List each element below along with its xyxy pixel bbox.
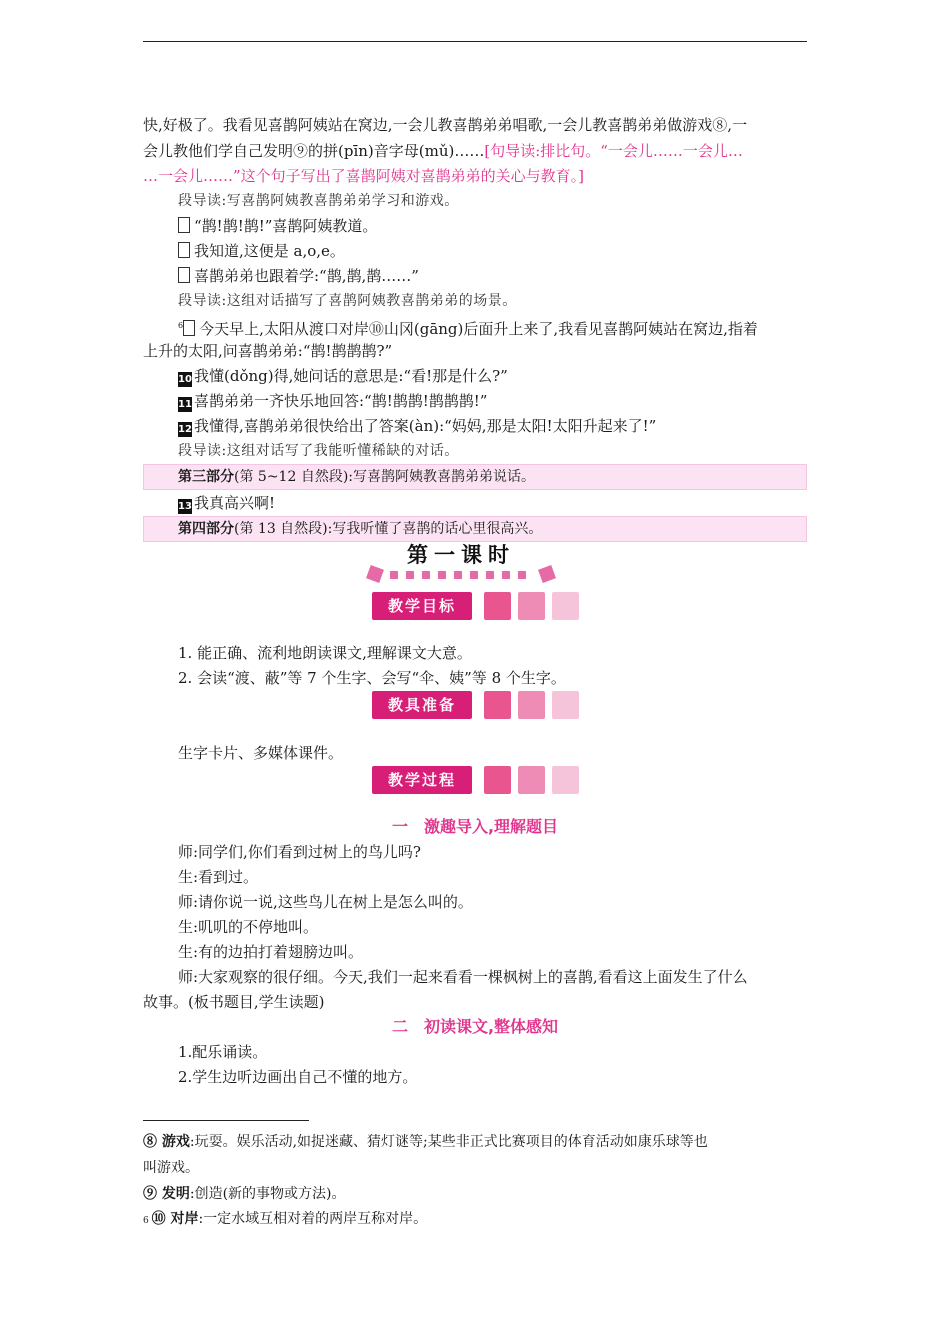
decoration-diamond-right [538, 565, 556, 583]
goal-item: 2. 会读“渡、蔽”等 7 个生字、会写“伞、姨”等 8 个生字。 [178, 669, 566, 687]
part-title: 第四部分 [178, 521, 234, 537]
decoration-dot [502, 571, 510, 579]
dialog-line: 师:请你说一说,这些鸟儿在树上是怎么叫的。 [178, 893, 473, 911]
footnote-8 [143, 1129, 807, 1155]
part-text: (第 13 自然段):写我听懂了喜鹊的话心里很高兴。 [234, 521, 543, 537]
label-block [552, 691, 579, 719]
tools-text: 生字卡片、多媒体课件。 [178, 744, 344, 762]
label-block [484, 691, 511, 719]
dialog-line: 生:叽叽的不停地叫。 [178, 918, 319, 936]
paragraph-10 [178, 364, 807, 388]
section-guide: 段导读:这组对话写了我能听懂稀缺的对话。 [178, 443, 459, 459]
label-block [484, 592, 511, 620]
decoration-dot [518, 571, 526, 579]
lesson-title: 第一课时 [407, 543, 515, 567]
decoration-diamond-left [366, 565, 384, 583]
part-title: 第三部分 [178, 469, 234, 485]
label-block [552, 592, 579, 620]
paragraph-number: 12 [178, 424, 192, 435]
superscript: 6 [178, 321, 184, 330]
paragraph-number-box [178, 217, 190, 233]
paragraph-text: 我懂(dǒng)得,她问话的意思是:“看!那是什么?” [194, 367, 508, 385]
paragraph-11 [178, 389, 807, 413]
paragraph-text: 今天早上,太阳从渡口对岸⑩山冈(gāng)后面升上来了,我看见喜鹊阿姨站在窝边,指着 [199, 320, 758, 338]
footnote-text: :玩耍。娱乐活动,如捉迷藏、猜灯谜等;某些非正式比赛项目的体育活动如康乐球等也 [189, 1134, 708, 1150]
label-block [484, 766, 511, 794]
footnote-prefix: 6 [143, 1216, 152, 1226]
label-block [552, 766, 579, 794]
paragraph-text: 我真高兴啊! [194, 494, 276, 512]
step-item: 1.配乐诵读。 [178, 1043, 268, 1061]
section-guide: 段导读:这组对话描写了喜鹊阿姨教喜鹊弟弟的场景。 [178, 293, 517, 309]
paragraph-12 [178, 414, 807, 438]
footnote-line: 叫游戏。 [143, 1160, 199, 1176]
decoration-dot [438, 571, 446, 579]
section-guide: 段导读:写喜鹊阿姨教喜鹊弟弟学习和游戏。 [178, 193, 459, 209]
paragraph-number: 13 [178, 501, 192, 512]
label-text: 教具准备 [372, 691, 472, 719]
dialog-line: 生:有的边拍打着翅膀边叫。 [178, 943, 364, 961]
label-block [518, 592, 545, 620]
paragraph-8 [178, 264, 807, 288]
header-rule [143, 41, 807, 42]
footnote-term: ⑩ 对岸 [151, 1211, 199, 1227]
step-item: 2.学生边听边画出自己不懂的地方。 [178, 1068, 418, 1086]
decoration-dot [390, 571, 398, 579]
paragraph-number-box [178, 242, 190, 258]
paragraph-line: 上升的太阳,问喜鹊弟弟:“鹊!鹊鹊鹊?” [143, 342, 393, 360]
decoration-dot [406, 571, 414, 579]
part-summary [178, 464, 535, 490]
paragraph-number: 11 [178, 399, 192, 410]
paragraph-13 [178, 491, 807, 515]
footnote-9 [143, 1181, 807, 1207]
footnote-10 [143, 1206, 807, 1234]
paragraph-line [143, 139, 807, 163]
footnote-term: ⑧ 游戏 [143, 1134, 190, 1150]
label-text: 教学过程 [372, 766, 472, 794]
paragraph-7 [178, 239, 807, 263]
dialog-line: 师:大家观察的很仔细。今天,我们一起来看看一棵枫树上的喜鹊,看看这上面发生了什么 [178, 968, 748, 986]
dialog-line: 故事。(板书题目,学生读题) [143, 993, 325, 1011]
footnote-term: ⑨ 发明 [143, 1186, 190, 1202]
label-block [518, 691, 545, 719]
decoration-dot [454, 571, 462, 579]
title-decoration [366, 565, 556, 585]
section-heading: 二 初读课文,整体感知 [391, 1017, 559, 1036]
paragraph-line: 快,好极了。我看见喜鹊阿姨站在窝边,一会儿教喜鹊弟弟唱歌,一会儿教喜鹊弟弟做游戏⑧,一 [143, 116, 748, 134]
label-text: 教学目标 [372, 592, 472, 620]
sentence-guide: …一会儿……”这个句子写出了喜鹊阿姨对喜鹊弟弟的关心与教育。] [143, 167, 585, 185]
paragraph-text: 会儿教他们学自己发明⑨的拼(pīn)音字母(mǔ)…… [143, 142, 485, 160]
paragraph-number: 10 [178, 374, 192, 385]
footnote-rule [143, 1120, 309, 1121]
paragraph-6 [178, 214, 807, 238]
dialog-line: 生:看到过。 [178, 868, 259, 886]
paragraph-text: 我懂得,喜鹊弟弟很快给出了答案(àn):“妈妈,那是太阳!太阳升起来了!” [194, 417, 657, 435]
sentence-guide: [句导读:排比句。“一会儿……一会儿… [484, 142, 743, 160]
paragraph-number-box [183, 320, 195, 336]
paragraph-text: 喜鹊弟弟也跟着学:“鹊,鹊,鹊……” [194, 267, 419, 285]
dialog-line: 师:同学们,你们看到过树上的鸟儿吗? [178, 843, 421, 861]
label-block [518, 766, 545, 794]
decoration-dot [470, 571, 478, 579]
paragraph-9 [178, 314, 807, 341]
part-text: (第 5~12 自然段):写喜鹊阿姨教喜鹊弟弟说话。 [234, 469, 535, 485]
paragraph-text: “鹊!鹊!鹊!”喜鹊阿姨教道。 [194, 217, 378, 235]
footnote-text: :一定水域互相对着的两岸互称对岸。 [198, 1211, 428, 1227]
paragraph-text: 我知道,这便是 a,o,e。 [194, 242, 345, 260]
paragraph-number-box [178, 267, 190, 283]
section-heading: 一 激趣导入,理解题目 [391, 817, 559, 836]
footnote-text: :创造(新的事物或方法)。 [189, 1186, 346, 1202]
decoration-dot [422, 571, 430, 579]
decoration-dot [486, 571, 494, 579]
paragraph-text: 喜鹊弟弟一齐快乐地回答:“鹊!鹊鹊!鹊鹊鹊!” [194, 392, 488, 410]
goal-item: 1. 能正确、流利地朗读课文,理解课文大意。 [178, 644, 472, 662]
